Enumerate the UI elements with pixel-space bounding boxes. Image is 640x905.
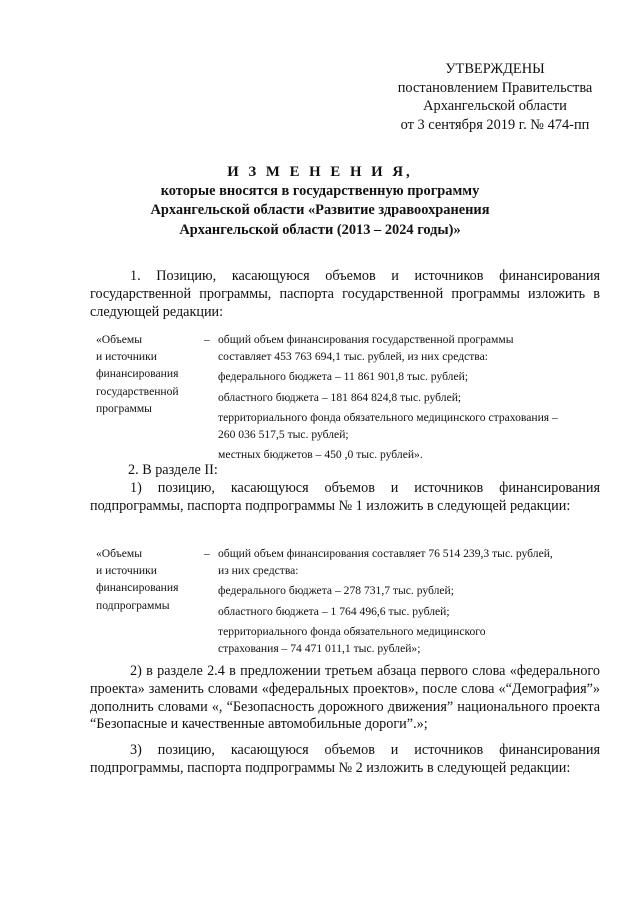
- financing-content-subprogram: [218, 545, 603, 657]
- title-heading: И З М Е Н Е Н И Я,: [227, 164, 413, 180]
- label-line: финансирования: [96, 581, 179, 595]
- paragraph-3: 1) позицию, касающуюся объемов и источников финансирования подпрограммы, паспорта подпрограммы № 1 изложить в следующей редакции:: [90, 480, 600, 514]
- label-line: «Объемы: [96, 547, 143, 560]
- content-line: областного бюджета – 181 864 824,8 тыс. рублей;: [218, 390, 462, 404]
- title-line-2: Архангельской области «Развитие здравоохранения: [150, 202, 490, 219]
- label-line: государственной: [96, 384, 179, 398]
- label-line: и источники: [96, 564, 157, 578]
- content-line: областного бюджета – 1 764 496,6 тыс. рублей;: [218, 604, 450, 618]
- label-dash: –: [204, 333, 210, 346]
- content-line: федерального бюджета – 278 731,7 тыс. рублей;: [218, 584, 454, 598]
- financing-box-subprogram-1: [90, 545, 602, 656]
- financing-label-subprogram: [96, 545, 206, 614]
- content-line: общий объем финансирования государственной программы: [218, 333, 514, 346]
- paragraph-5: 3) позицию, касающуюся объемов и источников финансирования подпрограммы, паспорта подпрограммы № 2 изложить в следующей редакции:: [90, 742, 600, 776]
- financing-label-program: [96, 331, 206, 417]
- paragraph-4: 2) в разделе 2.4 в предложении третьем абзаца первого слова «федерального проекта» заменить словами «федеральных проектов», после слова «“Демография”» дополнить словами «, “Безопасность дорожного движения” национального проекта “Безопасные и качественные автомобильные дороги”.»;: [90, 663, 600, 733]
- content-line: общий объем финансирования составляет 76 514 239,3 тыс. рублей,: [218, 547, 553, 560]
- approval-line-1: УТВЕРЖДЕНЫ: [445, 61, 545, 77]
- content-line: федерального бюджета – 11 861 901,8 тыс. рублей;: [218, 370, 469, 384]
- financing-box-program: [90, 331, 602, 471]
- financing-content-program: [218, 331, 603, 463]
- content-line: территориального фонда обязательного медицинского страхования –: [218, 410, 558, 424]
- title-line-3: Архангельской области (2013 – 2024 годы)»: [179, 221, 461, 238]
- label-line: и источники: [96, 350, 157, 364]
- label-line: подпрограммы: [96, 598, 170, 612]
- label-line: программы: [96, 401, 152, 415]
- approval-stamp: [380, 60, 610, 134]
- paragraph-1: 1. Позицию, касающуюся объемов и источников финансирования государственной программы, паспорта государственной программы изложить в следующей редакции:: [90, 268, 600, 320]
- label-line: «Объемы: [96, 333, 143, 346]
- label-line: финансирования: [96, 367, 179, 381]
- title-line-1: которые вносятся в государственную программу: [160, 183, 480, 200]
- content-line: составляет 453 763 694,1 тыс. рублей, из них средства:: [218, 350, 488, 364]
- content-line: местных бюджетов – 450 ,0 тыс. рублей».: [218, 448, 423, 462]
- content-line: страхования – 74 471 011,1 тыс. рублей»;: [218, 642, 421, 656]
- label-dash: –: [204, 547, 210, 560]
- approval-line-2: постановлением Правительства: [397, 79, 593, 96]
- content-line: 260 036 517,5 тыс. рублей;: [218, 428, 349, 442]
- content-line: территориального фонда обязательного медицинского: [218, 624, 486, 638]
- content-line: из них средства:: [218, 564, 299, 578]
- paragraph-2: 2. В разделе II:: [128, 462, 218, 478]
- approval-line-3: Архангельской области: [423, 98, 567, 115]
- approval-line-4: от 3 сентября 2019 г. № 474-пп: [400, 116, 590, 133]
- document-title: [150, 163, 490, 240]
